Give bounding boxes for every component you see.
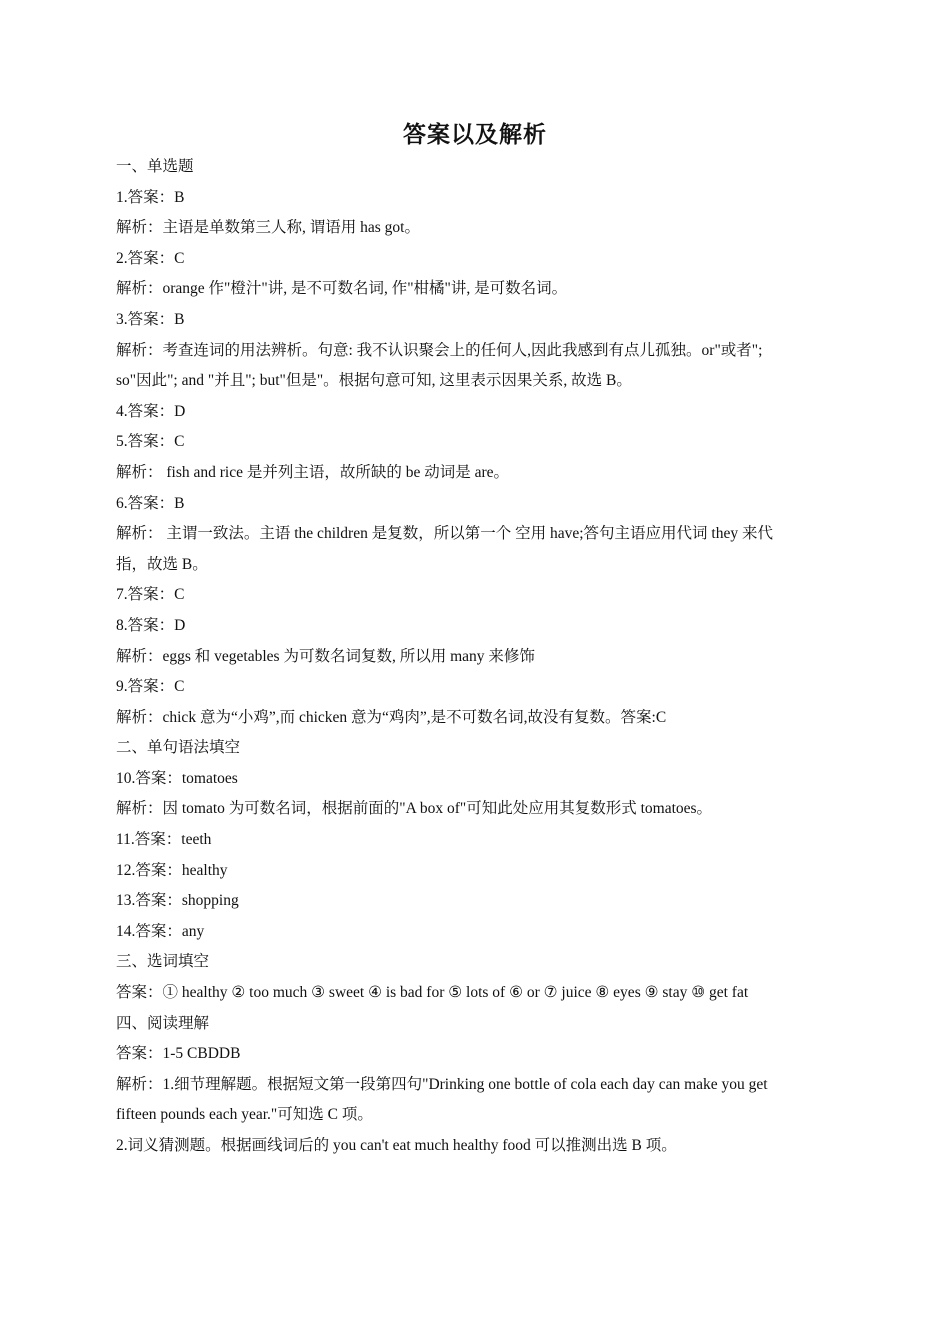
answer-line: 7.答案：C xyxy=(116,586,185,604)
answer-line: 10.答案：tomatoes xyxy=(116,769,238,787)
explanation-line: 指，故选 B。 xyxy=(116,555,208,573)
answer-line: 5.答案：C xyxy=(116,433,185,451)
explanation-line: 解析：orange 作"橙汁"讲, 是不可数名词, 作"柑橘"讲, 是可数名词。 xyxy=(116,280,568,298)
section-heading: 三、选词填空 xyxy=(116,953,210,971)
explanation-line: 解析：主语是单数第三人称, 谓语用 has got。 xyxy=(116,219,420,237)
explanation-line: 解析：1.细节理解题。根据短文第一段第四句"Drinking one bottle of cola each day can make you get xyxy=(116,1075,768,1093)
section-heading: 四、阅读理解 xyxy=(116,1014,210,1032)
answer-line: 11.答案：teeth xyxy=(116,831,212,849)
answer-line: 6.答案：B xyxy=(116,494,185,512)
explanation-line: 解析：chick 意为“小鸡”,而 chicken 意为“鸡肉”,是不可数名词,故没有复数。答案:C xyxy=(116,708,667,726)
explanation-line: 解析： 主谓一致法。主语 the children 是复数，所以第一个 空用 have;答句主语应用代词 they 来代 xyxy=(116,525,773,543)
answer-line: 14.答案：any xyxy=(116,922,205,940)
answer-line: 13.答案：shopping xyxy=(116,892,239,910)
explanation-line: 2.词义猜测题。根据画线词后的 you can't eat much healthy food 可以推测出选 B 项。 xyxy=(116,1137,677,1154)
answer-line: 答案：1-5 CBDDB xyxy=(116,1045,241,1063)
answer-line: 4.答案：D xyxy=(116,402,186,420)
answer-line: 答案：① healthy ② too much ③ sweet ④ is bad for ⑤ lots of ⑥ or ⑦ juice ⑧ eyes ⑨ stay ⑩ get fat xyxy=(116,984,749,1002)
explanation-line: so"因此"; and "并且"; but"但是"。根据句意可知, 这里表示因果关系, 故选 B。 xyxy=(116,372,632,390)
answer-line: 12.答案：healthy xyxy=(116,861,228,879)
answer-content xyxy=(116,152,836,1162)
answer-line: 8.答案：D xyxy=(116,616,186,634)
explanation-line: 解析：因 tomato 为可数名词，根据前面的"A box of"可知此处应用其复数形式 tomatoes。 xyxy=(116,800,713,818)
explanation-line: 解析：考查连词的用法辨析。句意: 我不认识聚会上的任何人,因此我感到有点儿孤独。or"或者"; xyxy=(116,341,763,359)
answer-line: 1.答案：B xyxy=(116,188,185,206)
answer-line: 9.答案：C xyxy=(116,678,185,696)
explanation-line: 解析： fish and rice 是并列主语，故所缺的 be 动词是 are。 xyxy=(116,463,510,481)
page-title: 答案以及解析 xyxy=(403,122,547,148)
answer-line: 2.答案：C xyxy=(116,249,185,267)
explanation-line: 解析：eggs 和 vegetables 为可数名词复数, 所以用 many 来修饰 xyxy=(116,647,535,665)
answer-line: 3.答案：B xyxy=(116,310,185,328)
explanation-line: fifteen pounds each year."可知选 C 项。 xyxy=(116,1106,373,1124)
section-heading: 一、单选题 xyxy=(116,158,194,175)
section-heading: 二、单句语法填空 xyxy=(116,739,241,757)
